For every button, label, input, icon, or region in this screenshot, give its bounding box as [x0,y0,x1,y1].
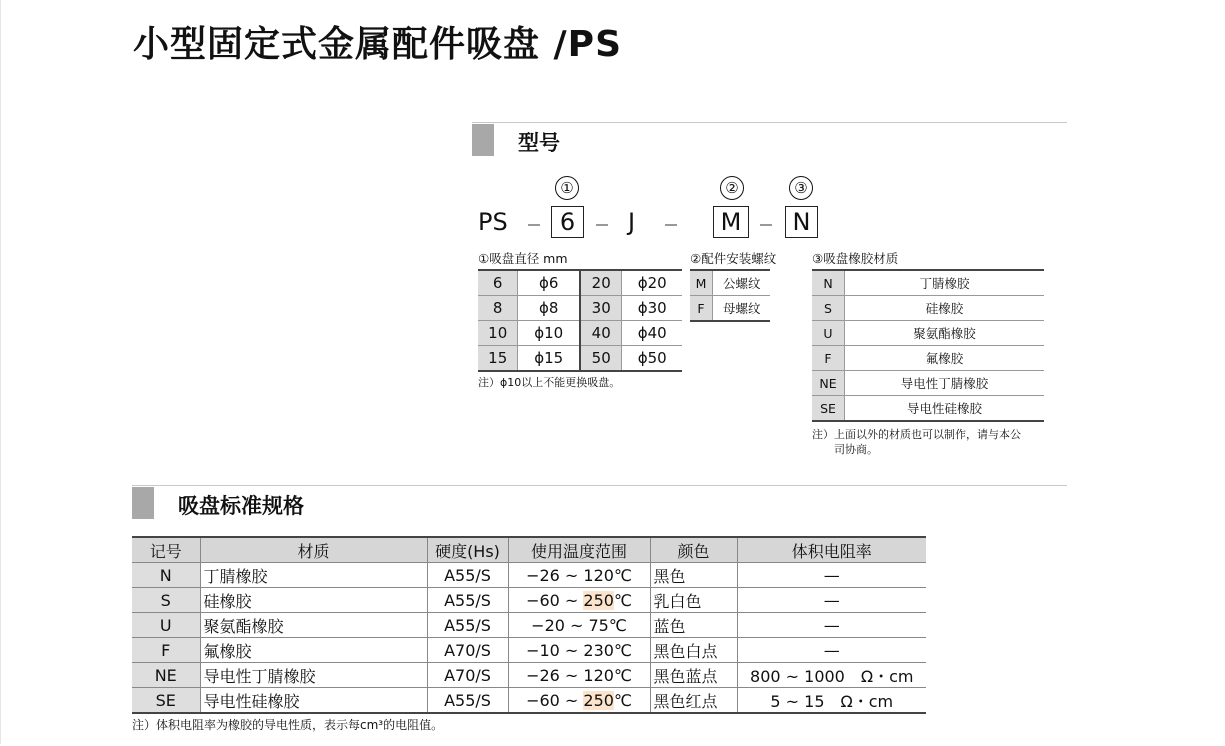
spec-material-cell: 导电性丁腈橡胶 [200,663,427,688]
model-section-rule [472,122,1067,123]
spec-row [132,663,926,688]
spec-row [132,613,926,638]
rubber-note-1: 注）上面以外的材质也可以制作，请与本公 [812,428,1021,441]
diameter-row [478,296,682,321]
spec-material-cell: 硅橡胶 [200,588,427,613]
spec-row [132,638,926,663]
rubber-row [812,270,1044,296]
spec-material-cell: 导电性硅橡胶 [200,688,427,714]
spec-row [132,563,926,588]
code-prefix: PS [478,208,508,236]
rubber-row [812,346,1044,371]
temp-unit: ℃ [613,665,632,685]
diameter-note: 注）ϕ10以上不能更换吸盘。 [478,376,621,389]
temp-low: −60 ~ [526,590,584,610]
spec-resistivity-cell: — [737,613,926,638]
spec-hardness-cell: A55/S [427,588,508,613]
model-section-marker [472,124,494,156]
temp-low: −60 ~ [526,690,584,710]
circle-2: ② [720,176,744,200]
spec-row [132,588,926,613]
spec-code-cell: U [132,613,200,638]
thread-code-cell: M [690,270,713,296]
rubber-name-cell: 聚氨酯橡胶 [845,321,1045,346]
rubber-code-cell: NE [812,371,845,396]
spec-header-cell: 颜色 [650,537,737,563]
spec-header-cell: 材质 [200,537,427,563]
spec-temp-cell [508,638,650,663]
spec-hardness-cell: A55/S [427,688,508,714]
code-mid: J [628,208,636,236]
spec-note: 注）体积电阻率为橡胶的导电性质，表示每cm³的电阻值。 [132,718,444,732]
spec-code-cell: S [132,588,200,613]
spec-color-cell: 乳白色 [650,588,737,613]
spec-temp-cell [508,613,650,638]
spec-material-cell: 氟橡胶 [200,638,427,663]
page-title: 小型固定式金属配件吸盘 /PS [133,24,622,65]
spec-color-cell: 黑色红点 [650,688,737,714]
diameter-size-cell: ϕ30 [622,296,682,321]
temp-high: 230 [583,640,614,660]
temp-high: 120 [583,665,614,685]
diameter-table [478,269,682,372]
thread-name-cell: 母螺纹 [713,296,771,322]
spec-temp-cell [508,563,650,588]
diameter-code-cell: 20 [580,270,622,296]
diameter-row [478,270,682,296]
diameter-size-cell: ϕ20 [622,270,682,296]
diameter-code-cell: 30 [580,296,622,321]
diameter-caption: ①吸盘直径 mm [478,251,568,266]
spec-heading: 吸盘标准规格 [178,494,304,518]
temp-high: 250 [583,590,614,610]
code-dash-1 [528,224,540,226]
spec-temp-cell [508,688,650,714]
spec-resistivity-cell: 800 ~ 1000 Ω・cm [737,663,926,688]
temp-unit: ℃ [613,590,632,610]
diameter-code-cell: 50 [580,346,622,372]
code-dash-2 [596,224,608,226]
diameter-row [478,321,682,346]
spec-code-cell: NE [132,663,200,688]
temp-high: 120 [583,565,614,585]
spec-resistivity-cell: 5 ~ 15 Ω・cm [737,688,926,714]
thread-table [690,269,770,322]
code-dash-4 [760,224,772,226]
diameter-size-cell: ϕ50 [622,346,682,372]
thread-code-cell: F [690,296,713,322]
spec-row [132,688,926,714]
diameter-code-cell: 40 [580,321,622,346]
rubber-code-cell: SE [812,396,845,422]
spec-color-cell: 黑色蓝点 [650,663,737,688]
diameter-size-cell: ϕ6 [518,270,580,296]
circle-3: ③ [789,176,813,200]
rubber-name-cell: 氟橡胶 [845,346,1045,371]
spec-resistivity-cell: — [737,588,926,613]
temp-high: 75 [588,615,609,635]
code-thread-box: M [713,206,749,238]
rubber-code-cell: F [812,346,845,371]
spec-code-cell: SE [132,688,200,714]
rubber-table [812,269,1044,422]
spec-color-cell: 蓝色 [650,613,737,638]
spec-hardness-cell: A70/S [427,663,508,688]
spec-temp-cell [508,588,650,613]
spec-header-cell: 硬度(Hs) [427,537,508,563]
spec-hardness-cell: A55/S [427,563,508,588]
rubber-caption: ③吸盘橡胶材质 [812,251,899,266]
circle-1: ① [555,176,579,200]
spec-hardness-cell: A55/S [427,613,508,638]
temp-low: −10 ~ [526,640,584,660]
code-size-box: 6 [551,206,584,238]
temp-unit: ℃ [613,640,632,660]
spec-header-cell: 使用温度范围 [508,537,650,563]
spec-table [132,536,926,714]
temp-high: 250 [583,690,614,710]
rubber-code-cell: U [812,321,845,346]
thread-name-cell: 公螺纹 [713,270,771,296]
spec-material-cell: 聚氨酯橡胶 [200,613,427,638]
temp-unit: ℃ [608,615,627,635]
rubber-name-cell: 丁腈橡胶 [845,270,1045,296]
diameter-code-cell: 6 [478,270,518,296]
temp-unit: ℃ [613,565,632,585]
rubber-name-cell: 导电性丁腈橡胶 [845,371,1045,396]
diameter-size-cell: ϕ40 [622,321,682,346]
diameter-size-cell: ϕ10 [518,321,580,346]
rubber-code-cell: N [812,270,845,296]
diameter-code-cell: 8 [478,296,518,321]
spec-header-cell: 体积电阻率 [737,537,926,563]
spec-hardness-cell: A70/S [427,638,508,663]
diameter-code-cell: 15 [478,346,518,372]
rubber-name-cell: 硅橡胶 [845,296,1045,321]
code-material-box: N [785,206,818,238]
spec-section-rule [132,485,1067,486]
diameter-row [478,346,682,372]
spec-section-marker [132,487,154,519]
temp-low: −20 ~ [531,615,589,635]
rubber-row [812,296,1044,321]
code-dash-3 [665,224,677,226]
rubber-name-cell: 导电性硅橡胶 [845,396,1045,422]
spec-resistivity-cell: — [737,563,926,588]
rubber-code-cell: S [812,296,845,321]
spec-header-row [132,537,926,563]
spec-temp-cell [508,663,650,688]
rubber-note-2: 司协商。 [834,443,878,456]
temp-low: −26 ~ [526,565,584,585]
spec-material-cell: 丁腈橡胶 [200,563,427,588]
thread-row [690,270,770,296]
spec-code-cell: F [132,638,200,663]
spec-color-cell: 黑色白点 [650,638,737,663]
diameter-size-cell: ϕ8 [518,296,580,321]
spec-color-cell: 黑色 [650,563,737,588]
temp-unit: ℃ [613,690,632,710]
thread-row [690,296,770,322]
model-heading: 型号 [518,131,560,155]
thread-caption: ②配件安装螺纹 [690,251,777,266]
diameter-code-cell: 10 [478,321,518,346]
rubber-row [812,321,1044,346]
rubber-row [812,396,1044,422]
temp-low: −26 ~ [526,665,584,685]
diameter-size-cell: ϕ15 [518,346,580,372]
spec-header-cell: 记号 [132,537,200,563]
spec-code-cell: N [132,563,200,588]
spec-resistivity-cell: — [737,638,926,663]
rubber-row [812,371,1044,396]
